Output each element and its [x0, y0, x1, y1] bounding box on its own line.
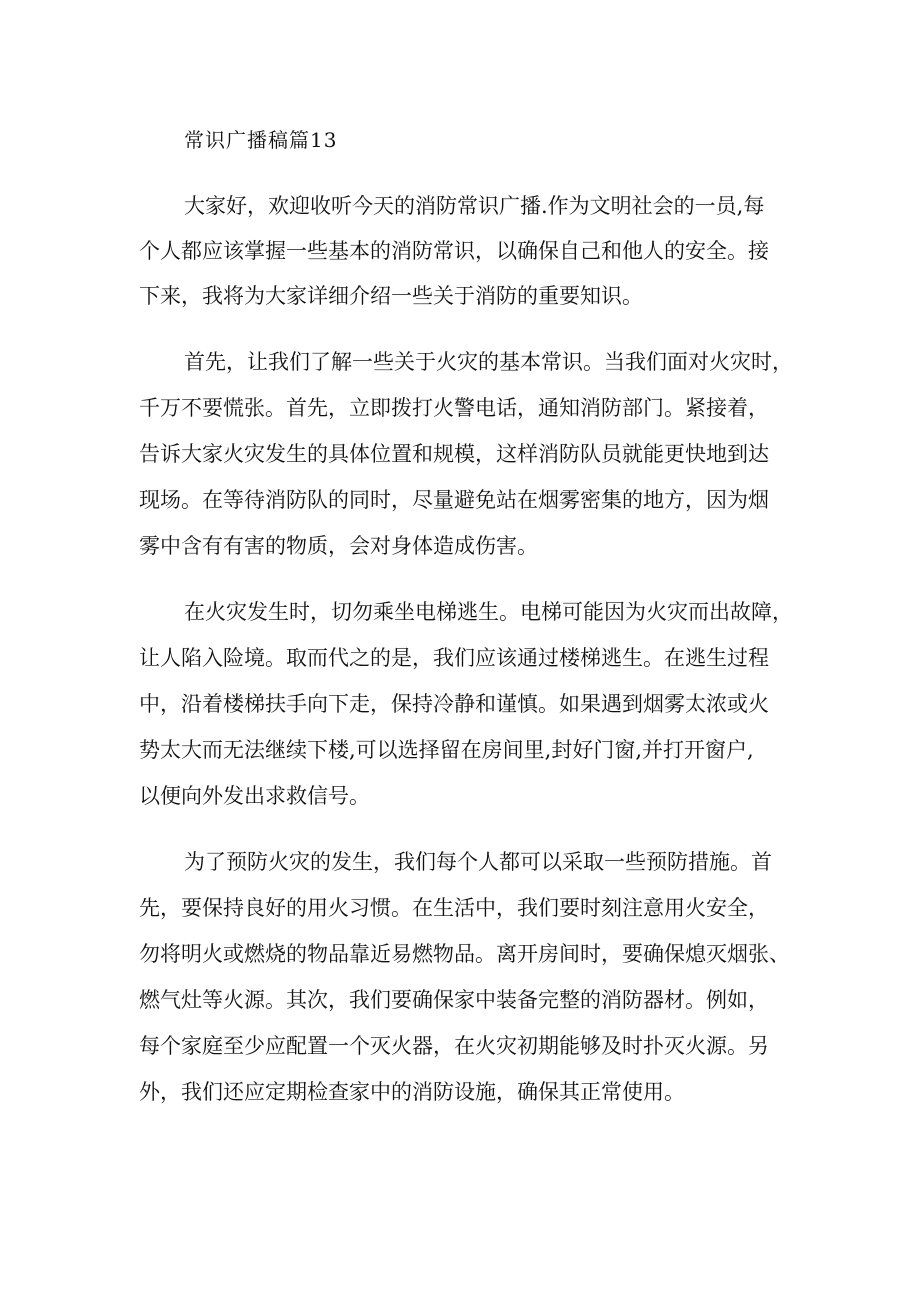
paragraph-2-line-2: 千万不要慌张。首先，立即拨打火警电话，通知消防部门。紧接着， — [139, 396, 769, 420]
paragraph-3-line-5: 以便向外发出求救信号。 — [139, 784, 370, 808]
paragraph-1-line-1: 大家好，欢迎收听今天的消防常识广播.作为文明社会的一员,每 — [184, 194, 765, 218]
paragraph-4-line-5: 每个家庭至少应配置一个灭火器，在火灾初期能够及时扑灭火源。另 — [139, 1034, 769, 1058]
document-title: 常识广播稿篇13 — [184, 128, 338, 152]
paragraph-3-line-1: 在火灾发生时，切勿乘坐电梯逃生。电梯可能因为火灾而出故障， — [184, 600, 793, 624]
paragraph-4-line-2: 先，要保持良好的用火习惯。在生活中，我们要时刻注意用火安全， — [139, 896, 769, 920]
paragraph-4-line-3: 勿将明火或燃烧的物品靠近易燃物品。离开房间时，要确保熄灭烟张、 — [139, 942, 790, 966]
paragraph-3-line-3: 中，沿着楼梯扶手向下走，保持冷静和谨慎。如果遇到烟雾太浓或火 — [139, 692, 769, 716]
paragraph-1-line-2: 个人都应该掌握一些基本的消防常识，以确保自己和他人的安全。接 — [139, 239, 769, 263]
paragraph-2-line-4: 现场。在等待消防队的同时，尽量避免站在烟雾密集的地方，因为烟 — [139, 488, 769, 512]
paragraph-4-line-1: 为了预防火灾的发生，我们每个人都可以采取一些预防措施。首 — [184, 850, 772, 874]
paragraph-2-line-1: 首先，让我们了解一些关于火灾的基本常识。当我们面对火灾时， — [184, 350, 793, 374]
paragraph-2-line-3: 告诉大家火灾发生的具体位置和规模，这样消防队员就能更快地到达 — [139, 442, 769, 466]
paragraph-1-line-3: 下来，我将为大家详细介绍一些关于消防的重要知识。 — [139, 284, 643, 308]
paragraph-2-line-5: 雾中含有有害的物质，会对身体造成伤害。 — [139, 534, 538, 558]
paragraph-4-line-6: 外，我们还应定期检查家中的消防设施，确保其正常使用。 — [139, 1080, 685, 1104]
paragraph-3-line-4: 势太大而无法继续下楼,可以选择留在房间里,封好门窗,并打开窗户, — [139, 738, 754, 762]
paragraph-3-line-2: 让人陷入险境。取而代之的是，我们应该通过楼梯逃生。在逃生过程 — [139, 646, 769, 670]
paragraph-4-line-4: 燃气灶等火源。其次，我们要确保家中装备完整的消防器材。例如， — [139, 988, 769, 1012]
